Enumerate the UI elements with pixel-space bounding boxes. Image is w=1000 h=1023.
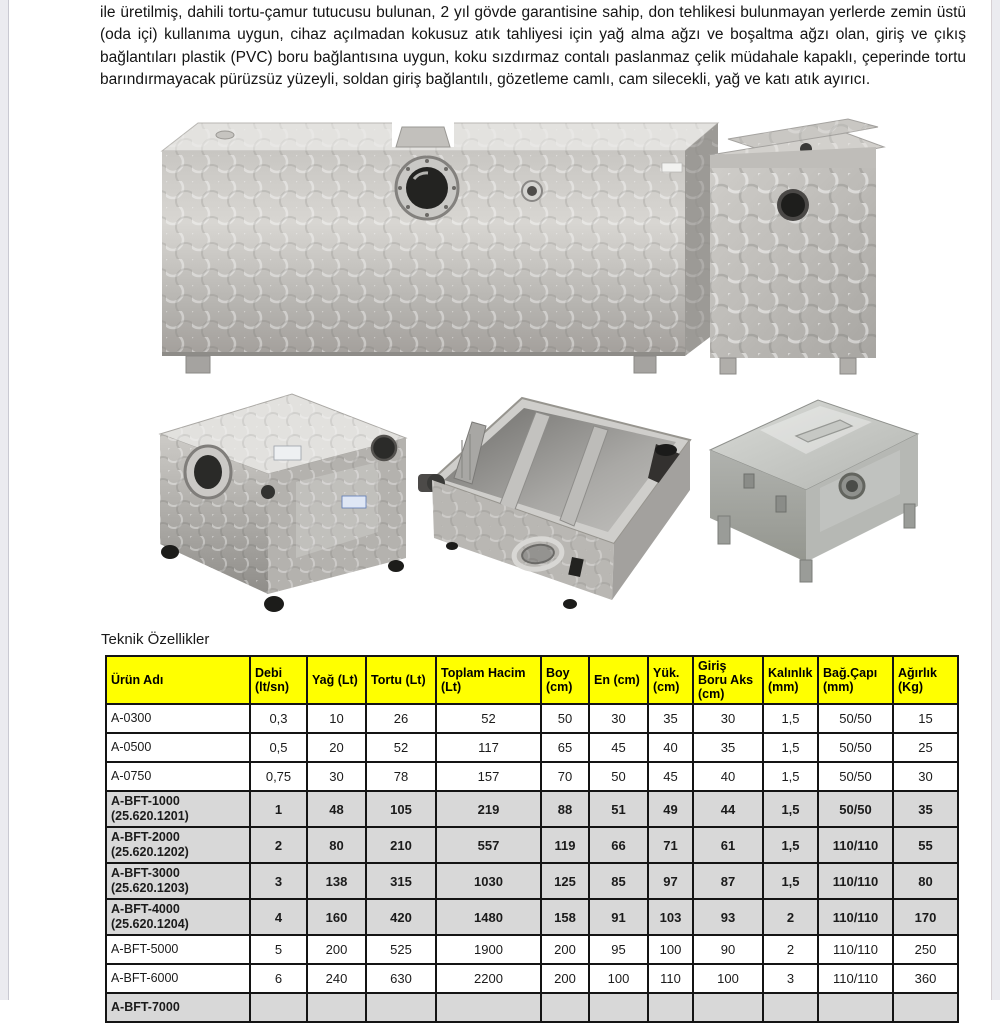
product-name-cell: A-BFT-6000 (106, 964, 250, 993)
value-cell (541, 993, 589, 1022)
value-cell: 103 (648, 899, 693, 935)
value-cell: 5 (250, 935, 307, 964)
value-cell: 48 (307, 791, 366, 827)
value-cell: 250 (893, 935, 958, 964)
value-cell: 50/50 (818, 791, 893, 827)
value-cell: 15 (893, 704, 958, 733)
product-name-cell: A-BFT-4000 (25.620.1204) (106, 899, 250, 935)
value-cell: 110 (648, 964, 693, 993)
value-cell: 0,3 (250, 704, 307, 733)
value-cell: 93 (693, 899, 763, 935)
value-cell: 110/110 (818, 935, 893, 964)
product-photo-side-view (698, 113, 893, 375)
table-row (106, 899, 958, 935)
value-cell: 30 (307, 762, 366, 791)
value-cell: 30 (589, 704, 648, 733)
table-row (106, 827, 958, 863)
value-cell: 50/50 (818, 704, 893, 733)
value-cell: 10 (307, 704, 366, 733)
brand-label (662, 163, 682, 172)
value-cell (307, 993, 366, 1022)
value-cell: 45 (648, 762, 693, 791)
page-edge-left (0, 0, 9, 1000)
value-cell: 45 (589, 733, 648, 762)
table-row (106, 704, 958, 733)
value-cell: 52 (366, 733, 436, 762)
column-header: Kalınlık (mm) (763, 656, 818, 704)
value-cell: 51 (589, 791, 648, 827)
valve-knob (261, 485, 275, 499)
value-cell: 6 (250, 964, 307, 993)
value-cell: 50 (541, 704, 589, 733)
product-name-cell: A-BFT-3000 (25.620.1203) (106, 863, 250, 899)
value-cell: 210 (366, 827, 436, 863)
value-cell: 35 (693, 733, 763, 762)
value-cell (589, 993, 648, 1022)
value-cell: 30 (893, 762, 958, 791)
value-cell: 44 (693, 791, 763, 827)
spec-label (274, 446, 301, 460)
value-cell: 2 (763, 935, 818, 964)
column-header: Ağırlık (Kg) (893, 656, 958, 704)
outlet-pipe (840, 474, 864, 498)
product-photo-interior-view (418, 382, 703, 622)
value-cell: 66 (589, 827, 648, 863)
value-cell: 95 (589, 935, 648, 964)
value-cell (818, 993, 893, 1022)
product-name-cell: A-BFT-2000 (25.620.1202) (106, 827, 250, 863)
sight-glass (185, 446, 231, 498)
value-cell: 30 (693, 704, 763, 733)
value-cell: 85 (589, 863, 648, 899)
value-cell: 35 (893, 791, 958, 827)
value-cell: 630 (366, 964, 436, 993)
value-cell (436, 993, 541, 1022)
value-cell: 100 (589, 964, 648, 993)
intro-paragraph: ile üretilmiş, dahili tortu-çamur tutucusu bulunan, 2 yıl gövde garantisine sahip, don tehlikesi bulunmayan yerlerde zemin üstü (oda içi) kullanıma uygun, cihaz açılmadan kokusuz atık tahliyesi için yağ alma ağzı ve boşaltma ağzı olan, giriş ve çıkış bağlantıları plastik (PVC) boru bağlantısına uygun, koku sızdırmaz contalı paslanmaz çelik müdahale kapaklı, çeperinde tortu barındırmayacak pürüzsüz yüzeyli, soldan giriş bağlantılı, gözetleme camlı, cam silecekli, yağ ve katı atık ayırıcı. (100, 4, 966, 88)
brand-label (342, 496, 366, 508)
value-cell: 240 (307, 964, 366, 993)
table-row (106, 762, 958, 791)
column-header: Yağ (Lt) (307, 656, 366, 704)
column-header: En (cm) (589, 656, 648, 704)
value-cell (250, 993, 307, 1022)
value-cell: 157 (436, 762, 541, 791)
value-cell: 88 (541, 791, 589, 827)
value-cell: 49 (648, 791, 693, 827)
value-cell: 1,5 (763, 791, 818, 827)
value-cell: 1,5 (763, 863, 818, 899)
value-cell: 557 (436, 827, 541, 863)
value-cell (763, 993, 818, 1022)
column-header: Yük. (cm) (648, 656, 693, 704)
product-photo-front-view (140, 103, 720, 378)
product-name-cell: A-BFT-1000 (25.620.1201) (106, 791, 250, 827)
value-cell: 90 (693, 935, 763, 964)
drain-fitting (522, 181, 542, 201)
value-cell: 61 (693, 827, 763, 863)
value-cell: 52 (436, 704, 541, 733)
column-header: Debi (lt/sn) (250, 656, 307, 704)
inlet-pipe (777, 189, 809, 221)
value-cell: 1 (250, 791, 307, 827)
value-cell: 1,5 (763, 704, 818, 733)
value-cell: 25 (893, 733, 958, 762)
column-header: Tortu (Lt) (366, 656, 436, 704)
value-cell: 315 (366, 863, 436, 899)
value-cell (893, 993, 958, 1022)
column-header: Boy (cm) (541, 656, 589, 704)
table-row (106, 993, 958, 1022)
page-edge-right (991, 0, 1000, 1000)
outlet-pipe (372, 436, 396, 460)
value-cell: 105 (366, 791, 436, 827)
value-cell (693, 993, 763, 1022)
value-cell (366, 993, 436, 1022)
value-cell: 0,75 (250, 762, 307, 791)
value-cell: 1,5 (763, 733, 818, 762)
product-photo-angle-view (146, 382, 418, 620)
value-cell (648, 993, 693, 1022)
value-cell: 2 (763, 899, 818, 935)
value-cell: 40 (648, 733, 693, 762)
value-cell: 20 (307, 733, 366, 762)
value-cell: 1900 (436, 935, 541, 964)
value-cell: 110/110 (818, 964, 893, 993)
value-cell: 91 (589, 899, 648, 935)
value-cell: 2 (250, 827, 307, 863)
value-cell: 50/50 (818, 762, 893, 791)
product-name-cell: A-0750 (106, 762, 250, 791)
product-photo-galvanized-unit (700, 390, 928, 590)
value-cell: 138 (307, 863, 366, 899)
table-row (106, 733, 958, 762)
product-name-cell: A-0300 (106, 704, 250, 733)
value-cell: 420 (366, 899, 436, 935)
value-cell: 110/110 (818, 827, 893, 863)
value-cell: 0,5 (250, 733, 307, 762)
value-cell: 3 (250, 863, 307, 899)
value-cell: 117 (436, 733, 541, 762)
value-cell: 160 (307, 899, 366, 935)
table-row (106, 964, 958, 993)
table-row (106, 935, 958, 964)
value-cell: 100 (648, 935, 693, 964)
value-cell: 2200 (436, 964, 541, 993)
value-cell: 158 (541, 899, 589, 935)
table-row (106, 791, 958, 827)
value-cell: 110/110 (818, 863, 893, 899)
value-cell: 110/110 (818, 899, 893, 935)
value-cell: 26 (366, 704, 436, 733)
value-cell: 119 (541, 827, 589, 863)
value-cell: 97 (648, 863, 693, 899)
sight-glass (396, 157, 458, 219)
column-header: Giriş Boru Aks (cm) (693, 656, 763, 704)
value-cell: 4 (250, 899, 307, 935)
value-cell: 1030 (436, 863, 541, 899)
value-cell: 40 (693, 762, 763, 791)
value-cell: 78 (366, 762, 436, 791)
column-header: Toplam Hacim (Lt) (436, 656, 541, 704)
value-cell: 200 (541, 964, 589, 993)
value-cell: 3 (763, 964, 818, 993)
clamp (744, 474, 754, 488)
table-title: Teknik Özellikler (101, 631, 210, 648)
value-cell: 1,5 (763, 762, 818, 791)
value-cell: 50/50 (818, 733, 893, 762)
value-cell: 55 (893, 827, 958, 863)
product-name-cell: A-BFT-7000 (106, 993, 250, 1022)
value-cell: 87 (693, 863, 763, 899)
value-cell: 170 (893, 899, 958, 935)
value-cell: 125 (541, 863, 589, 899)
value-cell: 71 (648, 827, 693, 863)
column-header: Ürün Adı (106, 656, 250, 704)
value-cell: 360 (893, 964, 958, 993)
value-cell: 525 (366, 935, 436, 964)
value-cell: 219 (436, 791, 541, 827)
value-cell: 100 (693, 964, 763, 993)
value-cell: 1,5 (763, 827, 818, 863)
value-cell: 65 (541, 733, 589, 762)
spec-table (105, 655, 959, 1023)
value-cell: 80 (307, 827, 366, 863)
product-name-cell: A-0500 (106, 733, 250, 762)
value-cell: 50 (589, 762, 648, 791)
value-cell: 200 (307, 935, 366, 964)
value-cell: 80 (893, 863, 958, 899)
table-row (106, 863, 958, 899)
value-cell: 200 (541, 935, 589, 964)
product-name-cell: A-BFT-5000 (106, 935, 250, 964)
value-cell: 1480 (436, 899, 541, 935)
value-cell: 70 (541, 762, 589, 791)
value-cell: 35 (648, 704, 693, 733)
clamp (776, 496, 786, 512)
table-header-row (106, 656, 958, 704)
column-header: Bağ.Çapı (mm) (818, 656, 893, 704)
